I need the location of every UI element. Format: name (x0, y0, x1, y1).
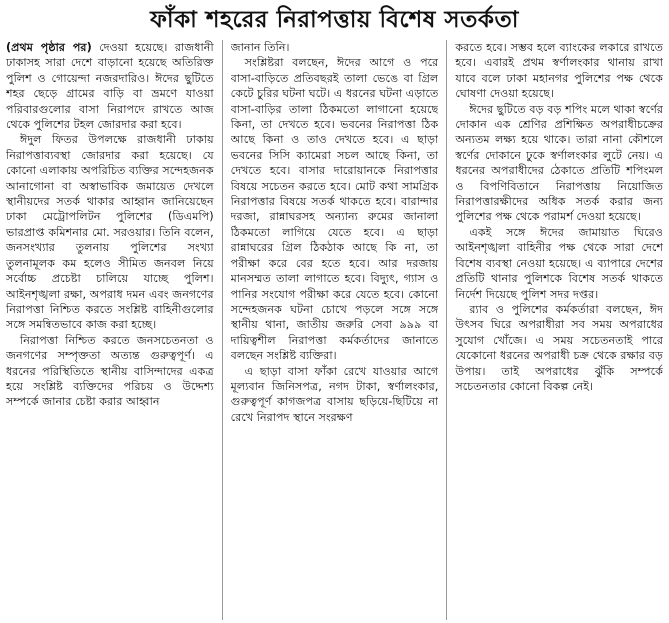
column-1 (6, 40, 214, 620)
headline: ফাঁকা শহরের নিরাপত্তায় বিশেষ সতর্কতা (150, 6, 519, 33)
column-3 (455, 40, 663, 620)
paragraph (6, 40, 214, 132)
paragraph: এ ছাড়া বাসা ফাঁকা রেখে যাওয়ার আগে মূল্যবান জিনিসপত্র, নগদ টাকা, স্বর্ণালংকার, গুরুত্বপূর্ণ কাগজপত্র বাসায় ছড়িয়ে-ছিটিয়ে না রেখে নিরাপদ স্থানে সংরক্ষণ (230, 364, 439, 424)
paragraph: একই সঙ্গে ঈদের জামায়াত ঘিরেও আইনশৃঙ্খলা বাহিনীর পক্ষ থেকে সারা দেশে বিশেষ ব্যবস্থা নেওয়া হয়েছে। এ ব্যাপারে দেশের প্রতিটি থানার পুলিশকে বিশেষ সতর্ক থাকতে নির্দেশ দিয়েছে পুলিশ সদর দপ্তর। (455, 225, 664, 301)
paragraph: সংশ্লিষ্টরা বলছেন, ঈদের আগে ও পরে বাসা-বাড়িতে প্রতিবছরই তালা ভেঙে বা গ্রিল কেটে চুরির ঘটনা ঘটে। এ ধরনের ঘটনা এড়াতে বাসা-বাড়ির তালা ঠিকমতো লাগানো হয়েছে কিনা, তা দেখতে হবে। ভবনের নিরাপত্তা ঠিক আছে কিনা ও তাও দেখতে হবে। এ ছাড়া ভবনের সিসি ক্যামেরা সচল আছে কিনা, তা দেখতে হবে। বাসার দারোয়ানকে নিরাপত্তার বিষয়ে সচেতন করতে হবে। মোট কথা সামগ্রিক নিরাপত্তার বিষয়ে সতর্ক থাকতে হবে। বারান্দার দরজা, রান্নাঘরসহ অন্যান্য রুমের জানালা ঠিকমতো লাগিয়ে যেতে হবে। এ ছাড়া রান্নাঘরের গ্রিল ঠিকঠাক আছে কি না, তা পরীক্ষা করে বের হতে হবে। আর দরজায় মানসম্মত তালা লাগাতে হবে। বিদ্যুৎ, গ্যাস ও পানির সংযোগ পরীক্ষা করে যেতে হবে। কোনো সন্দেহজনক ঘটনা চোখে পড়লে সঙ্গে সঙ্গে স্থানীয় থানা, জাতীয় জরুরি সেবা ৯৯৯ বা দায়িত্বশীল নিরাপত্তা কর্মকর্তাদের জানাতে বলছেন সংশ্লিষ্ট ব্যক্তিরা। (230, 56, 439, 363)
paragraph: র‍্যাব ও পুলিশের কর্মকর্তারা বলছেন, ঈদ উৎসব ঘিরে অপরাধীরা সব সময় অপরাধের সুযোগ খোঁজে। এ সময় সচেতনতাই পারে যেকোনো ধরনের অপরাধী চক্র থেকে রক্ষার বড় উপায়। তাই অপরাধের ঝুঁকি সম্পর্কে সচেতনতার কোনো বিকল্প নেই। (455, 302, 664, 393)
column-divider (222, 40, 223, 620)
article-columns (6, 40, 663, 620)
paragraph: নিরাপত্তা নিশ্চিত করতে জনসচেতনতা ও জনগণের সম্পৃক্ততা অত্যন্ত গুরুত্বপূর্ণ। এ ধরনের পরিস্থিতিতে স্থানীয় বাসিন্দাদের একত্র হয়ে সংশ্লিষ্ট ব্যক্তিদের পরিচয় ও উদ্দেশ্য সম্পর্কে জানার চেষ্টা করার আহ্বান (6, 333, 214, 409)
column-2 (231, 40, 439, 620)
paragraph: করতে হবে। সম্ভব হলে ব্যাংকের লকারে রাখতে হবে। এবারই প্রথম স্বর্ণালংকার থানায় রাখা যাবে বলে ঢাকা মহানগর পুলিশের পক্ষ থেকে ঘোষণা দেওয়া হয়েছে। (455, 41, 664, 101)
paragraph: ঈদুল ফিতর উপলক্ষে রাজধানী ঢাকায় নিরাপত্তাব্যবস্থা জোরদার করা হয়েছে। যে কোনো এলাকায় অপরিচিত ব্যক্তির সন্দেহজনক আনাগোনা বা অস্বাভাবিক জমায়েত দেখলে স্থানীয়দের সতর্ক থাকার আহ্বান জানিয়েছেন ঢাকা মেট্রোপলিটন পুলিশের (ডিএমপি) ভারপ্রাপ্ত কমিশনার মো. সরওয়ার। তিনি বলেন, জনসংখ্যার তুলনায় পুলিশের সংখ্যা তুলনামূলক কম হলেও সীমিত জনবল নিয়ে সর্বোচ্চ প্রচেষ্টা চালিয়ে যাচ্ছে পুলিশ। আইনশৃঙ্খলা রক্ষা, অপরাধ দমন এবং জনগণের নিরাপত্তা নিশ্চিত করতে সংশ্লিষ্ট বাহিনীগুলোর সঙ্গে সমন্বিতভাবে কাজ করা হচ্ছে। (6, 133, 214, 332)
paragraph: জানান তিনি। (230, 41, 290, 54)
column-divider (446, 40, 447, 620)
paragraph: ঈদের ছুটিতে বড় বড় শপিং মলে থাকা স্বর্ণের দোকান এক শ্রেণির প্রশিক্ষিত অপরাধীচক্রের অন্যতম লক্ষ্য হয়ে থাকে। তারা নানা কৌশলে স্বর্ণের দোকানে ঢুকে স্বর্ণালংকার লুটে নেয়। এ ধরনের অপরাধীদের ঠেকাতে প্রতিটি শপিংমল ও বিপণিবিতানে নিরাপত্তায় নিয়োজিত নিরাপত্তারক্ষীদের অধিক সতর্ক করার জন্য পুলিশের পক্ষ থেকে পরামর্শ দেওয়া হয়েছে। (455, 102, 664, 224)
continued-label: (প্রথম পৃষ্ঠার পর) (6, 41, 92, 54)
paragraph-text: দেওয়া হয়েছে। রাজধানী ঢাকাসহ সারা দেশে বাড়ানো হয়েছে অতিরিক্ত পুলিশ ও গোয়েন্দা নজরদারিও। ঈদের ছুটিতে শহর ছেড়ে গ্রামের বাড়ি বা ভ্রমণে যাওয়া পরিবারগুলোর বাসা নিরাপদে রাখতে আজ থেকে পুলিশের টহল জোরদার করা হবে। (6, 41, 214, 132)
